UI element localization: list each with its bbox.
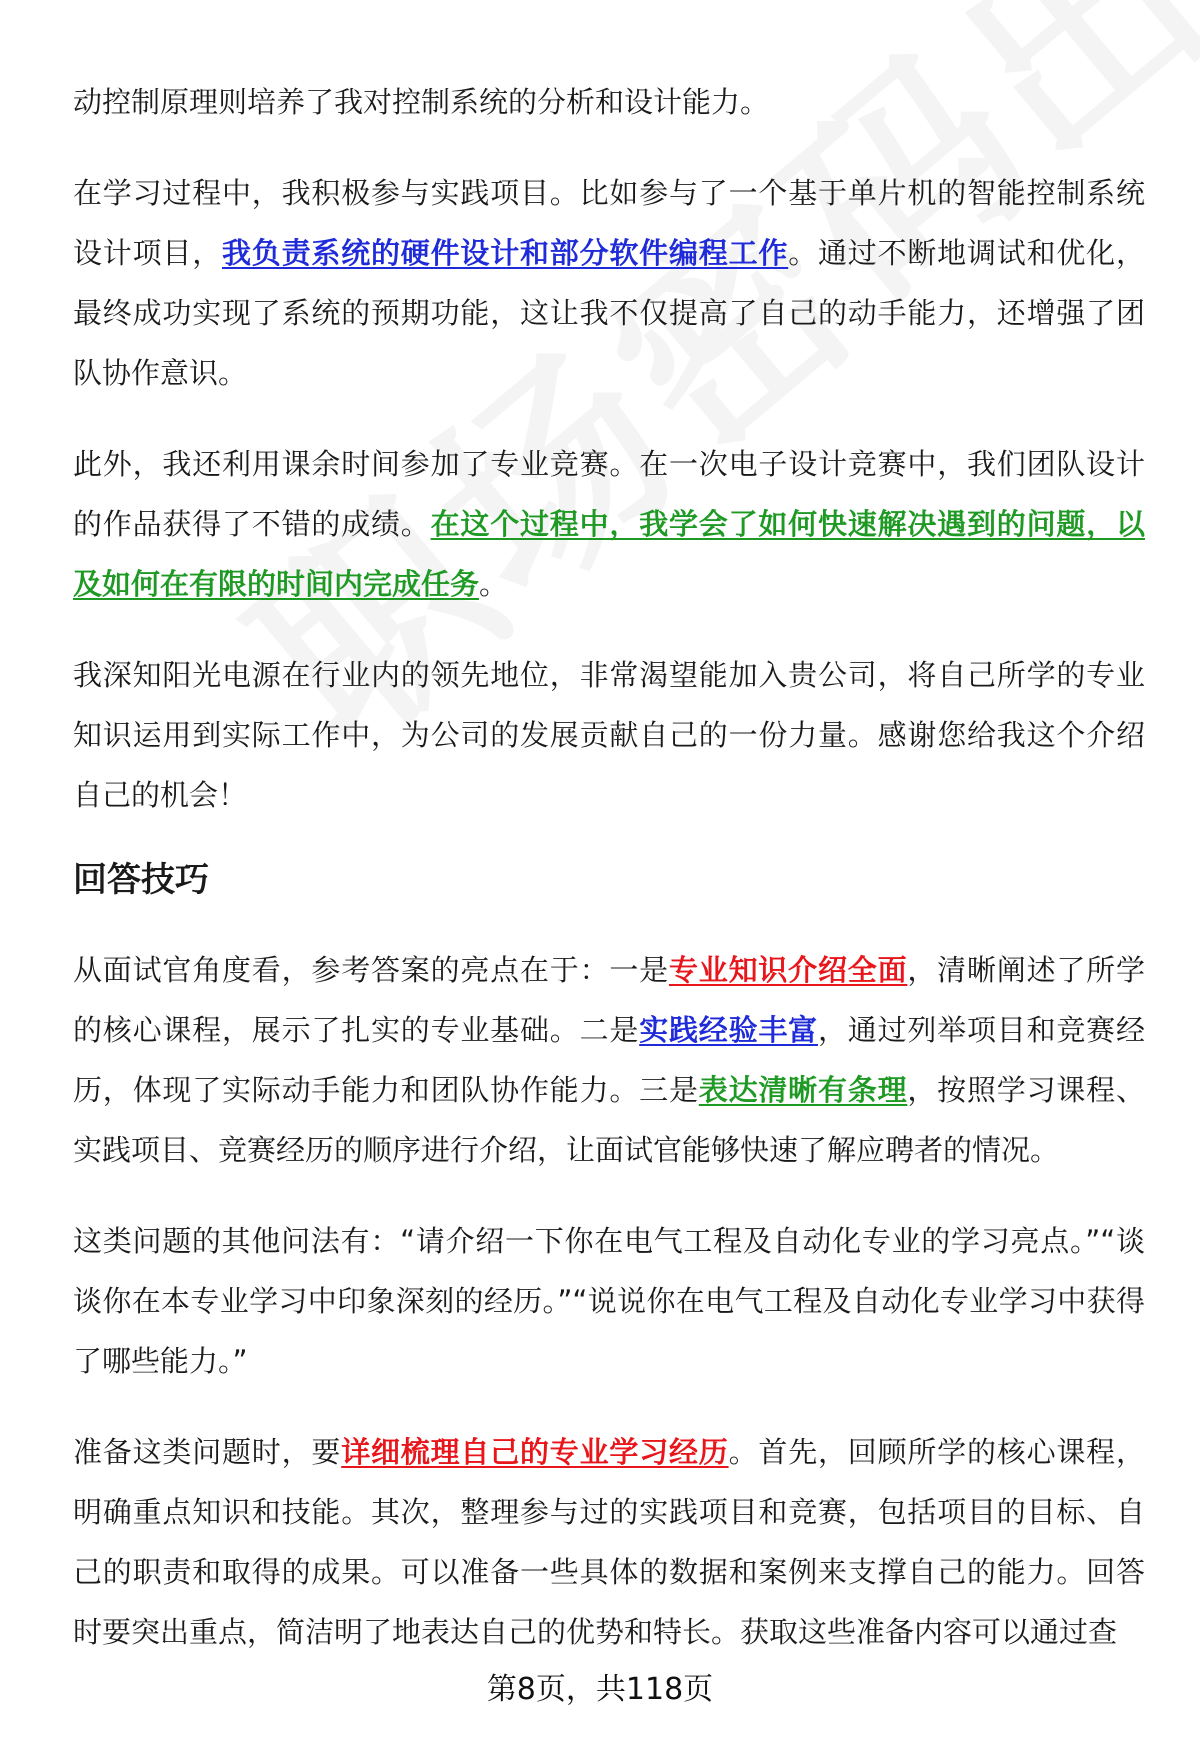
highlight-red: 专业知识介绍全面 bbox=[668, 953, 908, 987]
highlight-red: 详细梳理自己的专业学习经历 bbox=[341, 1435, 729, 1469]
text-run: 。 bbox=[479, 567, 509, 601]
paragraph bbox=[73, 1211, 1145, 1391]
text-run: 我深知阳光电源在行业内的领先地位，非常渴望能加入贵公司，将自己所学的专业知识运用到实际工作中，为公司的发展贡献自己的一份力量。感谢您给我这个介绍自己的机会！ bbox=[73, 658, 1145, 812]
document-body bbox=[73, 72, 1145, 1693]
text-run: 。通过不断地调试和优化，最终成功实现了系统的预期功能，这让我不仅提高了自己的动手能力，还增强了团队协作意识。 bbox=[73, 236, 1145, 390]
paragraph bbox=[73, 1422, 1145, 1662]
text-run: ，清晰阐述了所学的核心课程，展示了扎实的专业基础。二是 bbox=[73, 953, 1145, 1047]
text-run: ，通过列举项目和竞赛经历，体现了实际动手能力和团队协作能力。三是 bbox=[73, 1013, 1145, 1107]
paragraph bbox=[73, 163, 1145, 403]
section-heading: 回答技巧 bbox=[73, 860, 209, 900]
text-run: 从面试官角度看，参考答案的亮点在于：一是 bbox=[73, 953, 669, 987]
highlight-blue: 我负责系统的硬件设计和部分软件编程工作 bbox=[222, 236, 789, 270]
text-run: 此外，我还利用课余时间参加了专业竞赛。在一次电子设计竞赛中，我们团队设计的作品获得了不错的成绩。 bbox=[73, 447, 1145, 541]
text-run: 。首先，回顾所学的核心课程，明确重点知识和技能。其次，整理参与过的实践项目和竞赛，包括项目的目标、自己的职责和取得的成果。可以准备一些具体的数据和案例来支撑自己的能力。回答时要突出重点，简洁明了地表达自己的优势和特长。获取这些准备内容可以通过查 bbox=[73, 1435, 1145, 1649]
paragraph bbox=[73, 645, 1145, 825]
highlight-green: 表达清晰有条理 bbox=[698, 1073, 908, 1107]
paragraph bbox=[73, 940, 1145, 1180]
text-run: 这类问题的其他问法有：“请介绍一下你在电气工程及自动化专业的学习亮点。”“谈谈你在本专业学习中印象深刻的经历。”“说说你在电气工程及自动化专业学习中获得了哪些能力。” bbox=[73, 1224, 1145, 1378]
highlight-green: 在这个过程中，我学会了如何快速解决遇到的问题，以及如何在有限的时间内完成任务 bbox=[73, 507, 1145, 601]
highlight-blue: 实践经验丰富 bbox=[639, 1013, 818, 1047]
text-run: 动控制原理则培养了我对控制系统的分析和设计能力。 bbox=[73, 85, 770, 119]
paragraph bbox=[73, 434, 1145, 614]
paragraph bbox=[73, 72, 1145, 132]
text-run: 准备这类问题时，要 bbox=[73, 1435, 342, 1469]
text-run: ，按照学习课程、实践项目、竞赛经历的顺序进行介绍，让面试官能够快速了解应聘者的情况。 bbox=[73, 1073, 1145, 1167]
text-run: 在学习过程中，我积极参与实践项目。比如参与了一个基于单片机的智能控制系统设计项目， bbox=[73, 176, 1145, 270]
page-number: 第8页，共118页 bbox=[486, 1672, 714, 1707]
